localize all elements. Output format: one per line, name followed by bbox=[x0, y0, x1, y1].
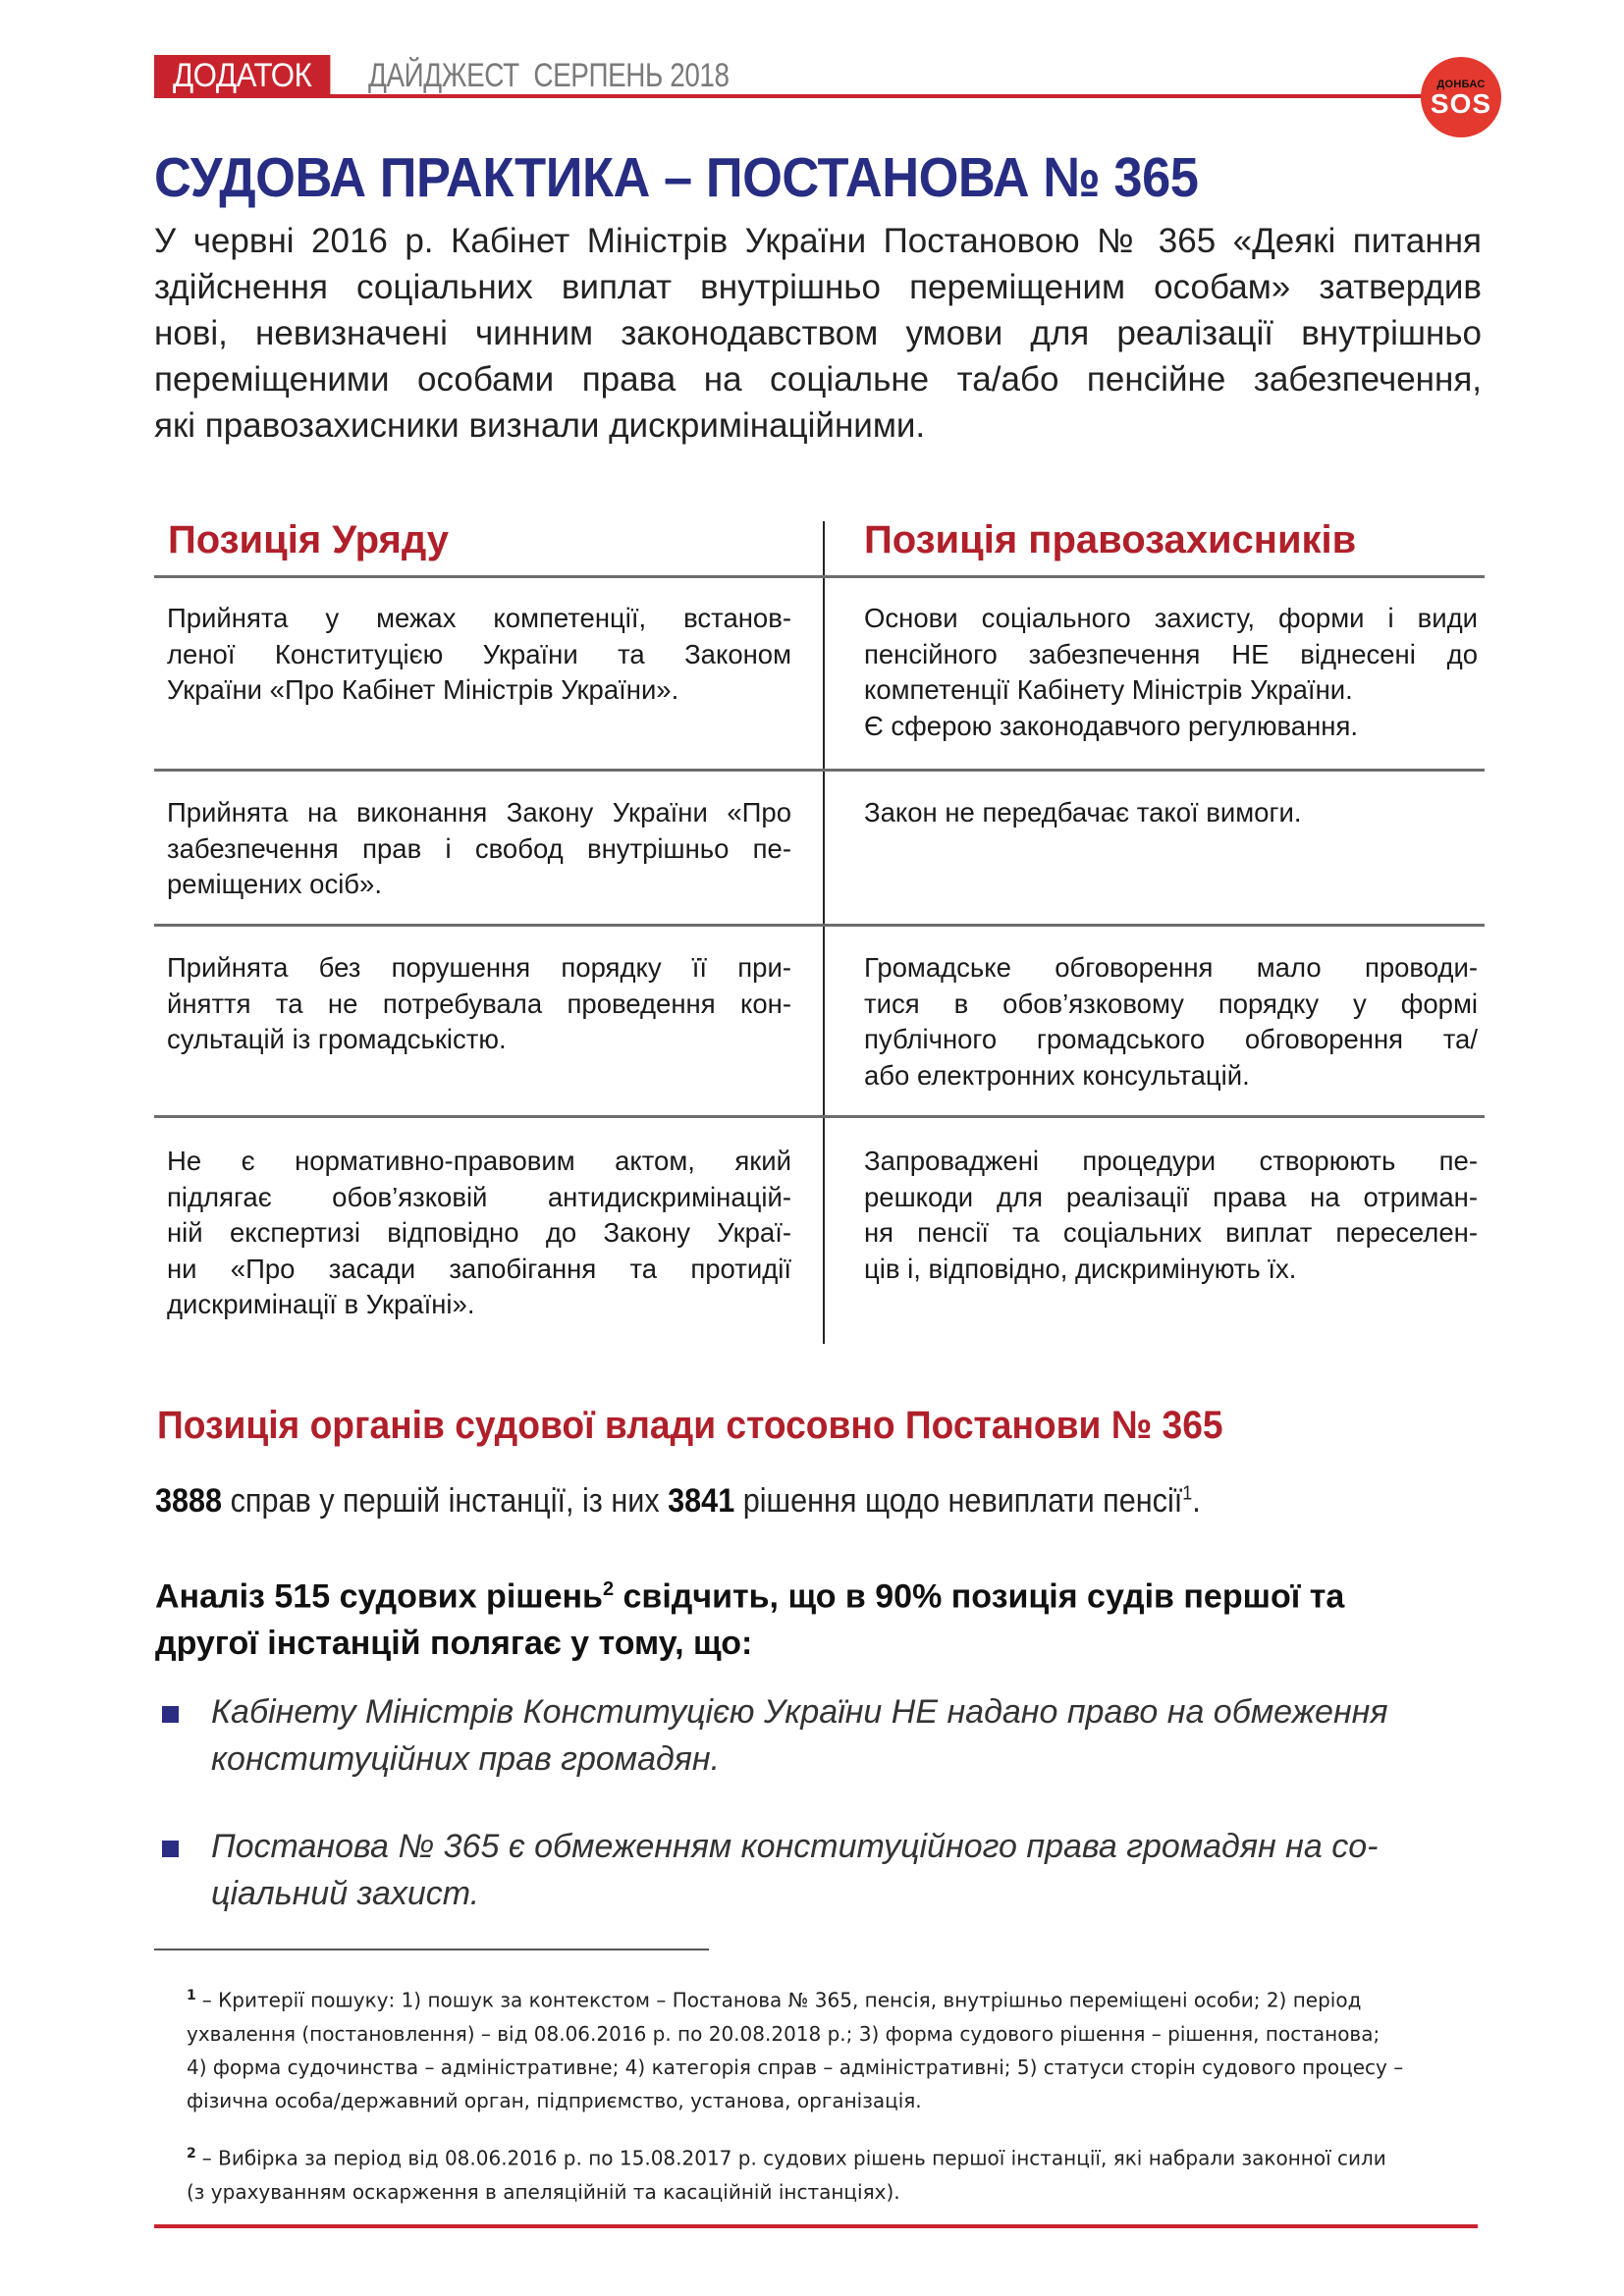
stat-text: рішення щодо невиплати пенсії bbox=[734, 1482, 1183, 1520]
intro-line: У червні 2016 р. Кабінет Міністрів України Постановою № 365 «Деякі питання bbox=[154, 222, 1482, 260]
stat-text: справ у першій інстанції, із них bbox=[222, 1482, 669, 1520]
table-cell-government bbox=[167, 950, 791, 1058]
footnote bbox=[187, 2137, 1483, 2209]
footnote-separator bbox=[154, 1949, 709, 1950]
footnote-line: фізична особа/державний орган, підприємство, установа, організація. bbox=[187, 2088, 922, 2112]
intro-line: здійснення соціальних виплат внутрішньо переміщеним особам» затвердив bbox=[154, 268, 1482, 306]
cell-line: пенсійного забезпечення НЕ віднесені до bbox=[864, 638, 1478, 669]
page-title: СУДОВА ПРАКТИКА – ПОСТАНОВА № 365 bbox=[154, 146, 1199, 209]
cell-line: Прийнята на виконання Закону України «Про bbox=[167, 797, 791, 828]
bullet-square-icon bbox=[162, 1706, 179, 1723]
footnote-line bbox=[187, 1979, 1483, 2017]
cell-line: Є сферою законодавчого регулювання. bbox=[864, 710, 1358, 741]
row-divider bbox=[154, 924, 1485, 927]
bullet-line: конституційних прав громадян. bbox=[211, 1740, 721, 1778]
court-stats bbox=[155, 1482, 1201, 1521]
cell-line: України «Про Кабінет Міністрів України». bbox=[167, 674, 679, 705]
footnote-text: – Критерії пошуку: 1) пошук за контекстом – Постанова № 365, пенсія, внутрішньо переміщені особи; 2) період bbox=[201, 1988, 1362, 2012]
analysis-text: Аналіз 515 судових рішень bbox=[155, 1577, 603, 1616]
row-divider bbox=[154, 1115, 1485, 1118]
footnote-number: 1 bbox=[187, 1988, 196, 2003]
table-cell-defenders bbox=[864, 795, 1478, 831]
cell-line: публічного громадського обговорення та/ bbox=[864, 1024, 1478, 1054]
cell-line: Громадське обговорення мало проводи- bbox=[864, 952, 1478, 983]
intro-line: нові, невизначені чинним законодавством умови для реалізації внутрішньо bbox=[154, 314, 1482, 352]
table-cell-defenders bbox=[864, 601, 1478, 744]
analysis-text: свідчить, що в 90% позиція судів першої та bbox=[614, 1577, 1345, 1616]
cell-line: леної Конституцією України та Законом bbox=[167, 638, 791, 669]
cell-line: компетенції Кабінету Міністрів України. bbox=[864, 674, 1353, 705]
digest-title: ДАЙДЖЕСТ СЕРПЕНЬ 2018 bbox=[368, 57, 730, 94]
cell-line: йняття та не потребувала проведення кон- bbox=[167, 988, 791, 1019]
table-cell-defenders bbox=[864, 1144, 1478, 1287]
court-section-title: Позиція органів судової влади стосовно Постанови № 365 bbox=[157, 1404, 1223, 1447]
analysis-statement bbox=[155, 1566, 1483, 1667]
cell-line: Закон не передбачає такої вимоги. bbox=[864, 797, 1302, 828]
bullet-square-icon bbox=[162, 1841, 179, 1857]
row-divider bbox=[154, 769, 1485, 772]
footnote-line: (з урахуванням оскарження в апеляційній та касаційній інстанціях). bbox=[187, 2179, 900, 2204]
decisions-count: 3841 bbox=[668, 1482, 735, 1520]
table-cell-government bbox=[167, 795, 791, 903]
bullet-line: Постанова № 365 є обмеженням конституційного права громадян на со- bbox=[211, 1828, 1379, 1865]
row-divider bbox=[154, 575, 1485, 578]
footnote-number: 2 bbox=[187, 2146, 196, 2162]
bullet-line: Кабінету Міністрів Конституцією України НЕ надано право на обмеження bbox=[211, 1693, 1388, 1731]
stat-text: . bbox=[1192, 1482, 1201, 1520]
analysis-line: другої інстанцій полягає у тому, що: bbox=[155, 1625, 753, 1663]
cell-line: ців і, відповідно, дискримінують їх. bbox=[864, 1253, 1297, 1284]
cell-line: забезпечення прав і свобод внутрішньо пе- bbox=[167, 832, 791, 864]
cell-line: дискримінації в Україні». bbox=[167, 1289, 475, 1319]
footnote bbox=[187, 1979, 1483, 2117]
footnote-ref[interactable]: 2 bbox=[602, 1578, 615, 1600]
footnote-line: 4) форма судочинства – адміністративне; 4) категорія справ – адміністративні; 5) статуси сторін судового процесу – bbox=[187, 2055, 1404, 2079]
cell-line: тися в обов’язковому порядку у формі bbox=[864, 988, 1478, 1019]
donbas-sos-logo bbox=[1421, 57, 1501, 137]
logo-top-text: ДОНБАС bbox=[1436, 79, 1486, 90]
bullet-line: ціальний захист. bbox=[211, 1875, 480, 1912]
table-cell-defenders bbox=[864, 950, 1478, 1094]
footer-rule bbox=[154, 2224, 1478, 2228]
cell-line: ній експертизі відповідно до Закону Украї- bbox=[167, 1217, 791, 1248]
analysis-line bbox=[155, 1566, 1483, 1620]
cell-line: Основи соціального захисту, форми і види bbox=[864, 603, 1478, 633]
footnote-line: ухвалення (постановлення) – від 08.06.2016 р. по 20.08.2018 р.; 3) форма судового рішення – рішення, постанова; bbox=[187, 2021, 1380, 2046]
section-tag: ДОДАТОК bbox=[154, 55, 330, 96]
cell-line: ни «Про засади запобігання та протидії bbox=[167, 1253, 791, 1284]
cell-line: Не є нормативно-правовим актом, який bbox=[167, 1146, 791, 1176]
cases-count: 3888 bbox=[155, 1482, 223, 1520]
logo-main-text: SOS bbox=[1430, 88, 1492, 119]
footnote-line bbox=[187, 2137, 1483, 2175]
cell-line: реміщених осіб». bbox=[167, 869, 382, 899]
intro-line: які правозахисники визнали дискримінаційними. bbox=[154, 406, 926, 445]
cell-line: або електронних консультацій. bbox=[864, 1059, 1250, 1091]
cell-line: ня пенсії та соціальних виплат переселен- bbox=[864, 1217, 1478, 1248]
bullet-text bbox=[211, 1688, 1488, 1783]
cell-line: сультацій із громадськістю. bbox=[167, 1024, 507, 1054]
cell-line: Прийнята у межах компетенції, встанов- bbox=[167, 603, 791, 633]
bullet-text bbox=[211, 1823, 1488, 1917]
page-header bbox=[154, 55, 1431, 96]
cell-line: Запроваджені процедури створюють пе- bbox=[864, 1146, 1478, 1176]
header-defenders: Позиція правозахисників bbox=[864, 518, 1357, 561]
table-cell-government bbox=[167, 1144, 791, 1323]
column-divider bbox=[823, 521, 825, 1344]
intro-paragraph bbox=[154, 218, 1482, 449]
intro-line: переміщеними особами права на соціальне та/або пенсійне забезпечення, bbox=[154, 360, 1482, 399]
footnote-ref[interactable]: 1 bbox=[1182, 1482, 1193, 1505]
table-cell-government bbox=[167, 601, 791, 709]
cell-line: Прийнята без порушення порядку її при- bbox=[167, 952, 791, 983]
cell-line: підлягає обов’язковій антидискримінацій- bbox=[167, 1181, 791, 1212]
header-government: Позиція Уряду bbox=[168, 518, 450, 561]
footnote-text: – Вибірка за період від 08.06.2016 р. по 15.08.2017 р. судових рішень першої інстанції, які набрали законної сили bbox=[201, 2146, 1386, 2170]
header-rule bbox=[154, 94, 1431, 98]
cell-line: решкоди для реалізації права на отриман- bbox=[864, 1181, 1478, 1212]
